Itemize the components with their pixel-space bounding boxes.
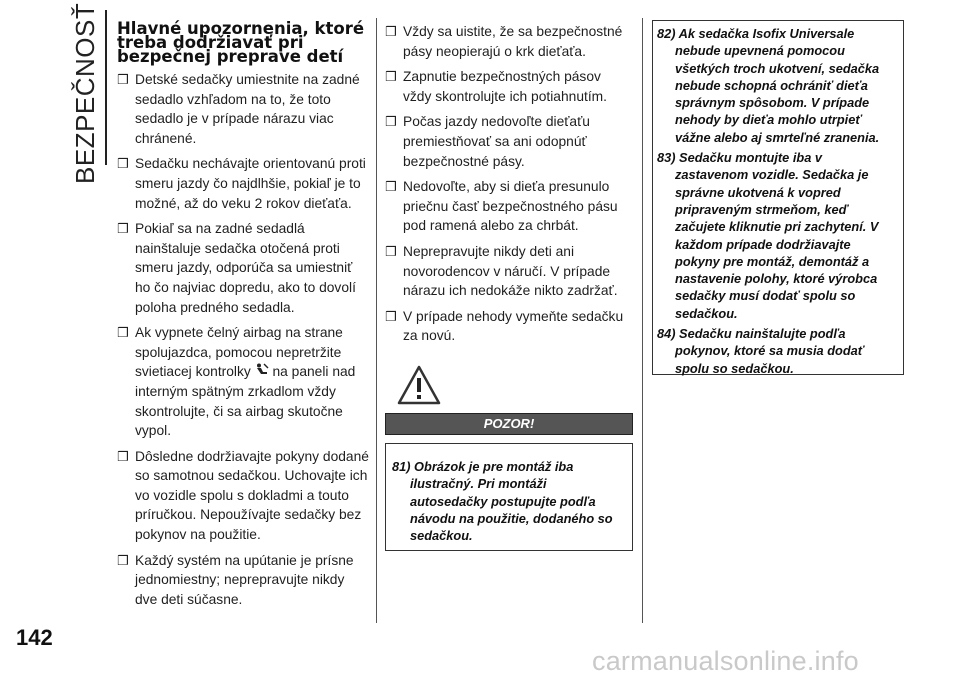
checkbox-bullet-icon: ❒ xyxy=(117,221,129,237)
list-item: ❒ Detské sedačky umiestnite na zadné sedadlo vzhľadom na to, že toto sedadlo je v prípade nárazu viac chránené. xyxy=(117,72,360,146)
page-number: 142 xyxy=(16,625,53,650)
list-item: ❒ Počas jazdy nedovoľte dieťaťu premiestňovať sa ani odopnúť bezpečnostné pásy. xyxy=(385,114,590,169)
section-title xyxy=(70,2,104,184)
warning-triangle-icon xyxy=(397,365,441,405)
list-item: ❒ V prípade nehody vymeňte sedačku za novú. xyxy=(385,308,624,344)
watermark: carmanualsonline.info xyxy=(592,646,859,676)
airbag-off-warning-icon xyxy=(255,363,269,376)
checkbox-bullet-icon: ❒ xyxy=(385,179,397,195)
checkbox-bullet-icon: ❒ xyxy=(385,243,397,259)
warning-label: POZOR! xyxy=(385,413,633,435)
footnotes-box xyxy=(652,20,904,375)
checkbox-bullet-icon: ❒ xyxy=(117,552,129,568)
checkbox-bullet-icon: ❒ xyxy=(117,448,129,464)
list-item: ❒ Každý systém na upútanie je prísne jednomiestny; neprepravujte nikdy dve deti súčasne. xyxy=(117,552,354,607)
section-heading: Hlavné upozornenia, ktoré treba dodržiavať pri bezpečnej preprave detí xyxy=(117,19,365,66)
list-item: ❒ Nedovoľte, aby si dieťa presunulo priečnu časť bezpečnostného pásu pod ramená alebo za chrbát. xyxy=(385,179,618,234)
column-2 xyxy=(385,22,632,352)
checkbox-bullet-icon: ❒ xyxy=(385,114,397,130)
list-item: ❒ Zapnutie bezpečnostných pásov vždy skontrolujte ich potiahnutím. xyxy=(385,69,607,104)
checkbox-bullet-icon: ❒ xyxy=(385,24,397,39)
list-item: ❒ Ak vypnete čelný airbag na strane spolujazdca, pomocou nepretržite svietiacej kontrolky na paneli nad interným spätným zrkadlom vždy skontrolujte, či sa airbag skutočne vypol. xyxy=(117,325,356,439)
footnote: 83) Sedačku montujte iba v zastavenom vozidle. Sedačka je správne ukotvená k vopred pripraveným strmeňom, keď začujete kliknutie pri zachytení. V každom prípade dodržiavajte pokyny pre montáž, demontáž a nastavenie polohy, ktoré výrobca sedačky musí dodať spolu so sedačkou. xyxy=(657,150,879,321)
warning-note-box xyxy=(385,443,633,551)
footnote: 81) Obrázok je pre montáž iba ilustračný. Pri montáži autosedačky postupujte podľa návodu na použitie, dodaného so sedačkou. xyxy=(392,459,613,544)
list-item: ❒ Sedačku nechávajte orientovanú proti smeru jazdy čo najdlhšie, pokiaľ je to možné, až do veku 2 rokov dieťaťa. xyxy=(117,156,366,211)
column-1 xyxy=(117,19,369,615)
checkbox-bullet-icon: ❒ xyxy=(117,325,129,341)
warning-section xyxy=(385,365,633,551)
footnote: 84) Sedačku nainštalujte podľa pokynov, ktoré sa musia dodať spolu so sedačkou. xyxy=(657,326,864,376)
checkbox-bullet-icon: ❒ xyxy=(117,72,129,87)
list-item: ❒ Vždy sa uistite, že sa bezpečnostné pásy neopierajú o krk dieťaťa. xyxy=(385,24,623,59)
list-item: ❒ Dôsledne dodržiavajte pokyny dodané so samotnou sedačkou. Uchovajte ich vo vozidle spolu s dokladmi a touto príručkou. Nepoužívajte sedačky bez pokynov na použitie. xyxy=(117,448,369,543)
footnote: 82) Ak sedačka Isofix Universale nebude upevnená pomocou všetkých troch ukotvení, sedačka nebude schopná ochrániť dieťa správnym spôsobom. V prípade nehody by dieťa mohlo utrpieť vážne alebo aj smrteľné zranenia. xyxy=(657,26,880,145)
checkbox-bullet-icon: ❒ xyxy=(385,69,397,85)
column-divider xyxy=(376,18,377,623)
section-title-text: BEZPEČNOSŤ xyxy=(70,2,100,184)
checkbox-bullet-icon: ❒ xyxy=(385,308,397,324)
list-item: ❒ Pokiaľ sa na zadné sedadlá nainštaluje sedačka otočená proti smeru jazdy, odporúča sa umiestniť ho čo najviac dopredu, ako to dovolí poloha predného sedadla. xyxy=(117,221,356,315)
list-item: ❒ Neprepravujte nikdy deti ani novorodencov v náručí. V prípade nárazu ich nedokáže nikto zadržať. xyxy=(385,243,618,299)
checkbox-bullet-icon: ❒ xyxy=(117,156,129,172)
section-rule xyxy=(105,10,107,165)
column-divider xyxy=(642,18,643,623)
